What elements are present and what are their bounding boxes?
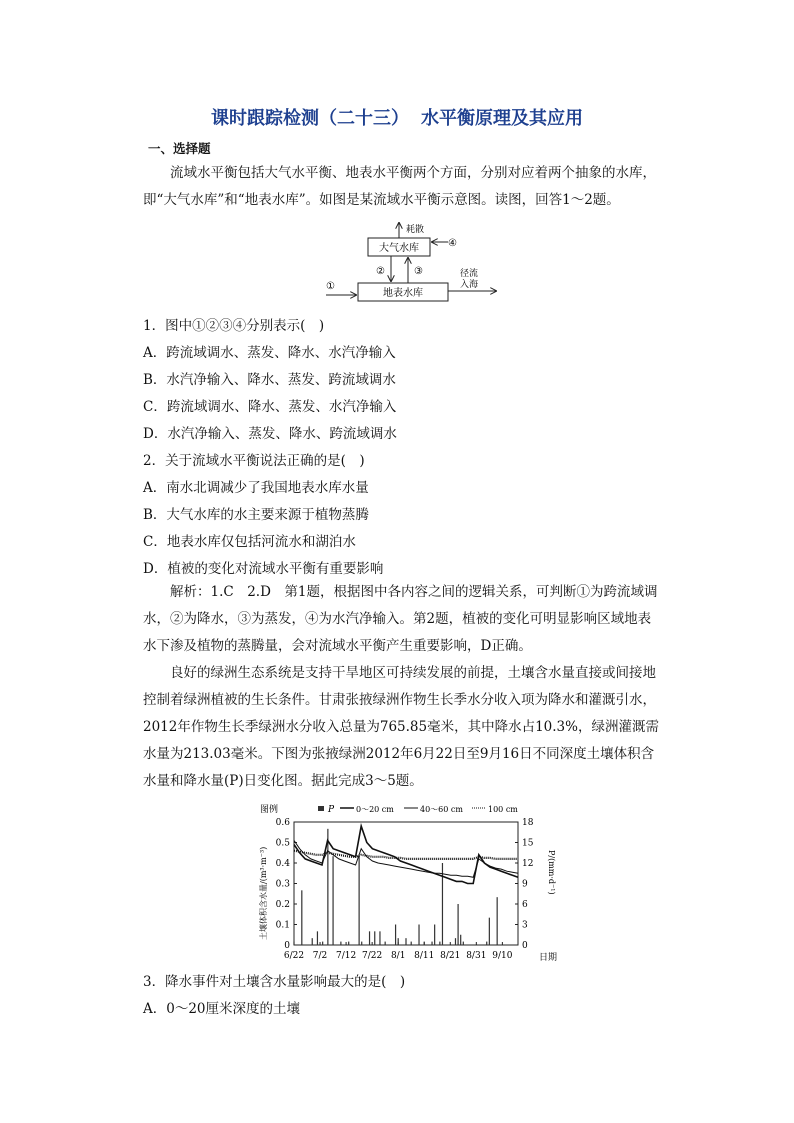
q1-option-a: A．跨流域调水、蒸发、降水、水汽净输入 [143,345,396,361]
right-tick-label: 3 [522,920,528,931]
y-axis-label-right: P/(mm·d⁻¹) [547,850,556,895]
num-2: ② [376,266,385,277]
precip-bar [460,935,461,945]
x-tick-label: 8/1 [390,951,406,961]
q2-stem: 2．关于流域水平衡说法正确的是( ) [143,453,365,469]
q1-option-b: B．水汽净输入、降水、蒸发、跨流域调水 [143,372,396,388]
precip-bar [442,863,443,945]
q3-option-a: A．0～20厘米深度的土壤 [143,1001,301,1017]
precip-bar [457,904,458,945]
left-tick-label: 0.5 [275,838,290,849]
left-tick-label: 0.3 [275,879,290,890]
precip-bar [361,942,362,945]
x-tick-label: 9/10 [492,951,513,961]
precip-bar [439,942,440,945]
right-tick-label: 18 [522,818,534,828]
precip-bar [385,942,386,945]
legend-swatch-p [318,806,324,811]
legend-title: 图例 [260,805,279,815]
right-tick-label: 9 [522,879,528,890]
precip-bar [398,938,399,945]
q2-option-c: C．地表水库仅包括河流水和湖泊水 [143,534,356,550]
num-3: ③ [414,266,423,277]
precip-bar [301,890,302,945]
precip-bar [424,942,425,945]
label-runoff-2: 入海 [460,280,479,290]
x-tick-label: 8/21 [440,951,461,961]
q1-option-c: C．跨流域调水、降水、蒸发、水汽净输入 [143,399,397,415]
right-tick-label: 15 [522,838,534,849]
x-tick-label: 8/11 [414,951,435,961]
precip-bar [489,918,490,945]
precip-bar [317,931,318,945]
precip-bar [455,938,456,945]
left-tick-label: 0.4 [275,859,290,869]
left-tick-label: 0.1 [275,920,290,931]
x-tick-label: 7/2 [312,951,328,961]
precip-bar [418,925,419,946]
x-tick-label: 7/12 [335,951,357,961]
label-atmosphere: 大气水库 [379,243,419,254]
num-4: ④ [448,238,457,249]
x-axis-label: 日期 [539,953,558,963]
precip-bar [497,897,498,945]
label-dissipation: 耗散 [406,225,425,235]
x-tick-label: 8/31 [466,951,487,961]
label-runoff-1: 径流 [460,269,479,279]
right-tick-label: 12 [522,859,534,869]
q2-option-a: A．南水北调减少了我国地表水库水量 [143,480,369,496]
water-balance-diagram [320,220,500,306]
legend-label-100: 100 cm [488,805,518,814]
precip-bar [405,938,406,945]
analysis-paragraph: 解析：1.C 2.D 第1题，根据图中各内容之间的逻辑关系，可判断①为跨流域调水，②为降水，③为蒸发，④为水汽净输入。第2题，植被的变化可明显影响区域地表水下渗及植物的蒸腾量，会对流域水平衡产生重要影响，D正确。 [143,584,658,654]
legend-label-40-60: 40～60 cm [420,805,463,814]
section-heading: 一、选择题 [148,141,211,156]
legend-label-0-20: 0～20 cm [356,805,394,814]
x-tick-label: 6/22 [283,951,305,961]
title-sub: 水平衡原理及其应用 [421,108,583,129]
title-main: 课时跟踪检测（二十三） [211,108,409,129]
precip-bar [348,942,349,945]
precip-bar [486,942,487,945]
precip-bar [431,942,432,945]
precip-bar [312,938,313,945]
plot-area [276,818,534,961]
q3-stem: 3．降水事件对土壤含水量影响最大的是( ) [143,974,406,990]
y-axis-label-left: 土壤体积含水量/(m³·m⁻³) [259,846,268,940]
precip-bar [322,942,323,945]
precip-bar [332,856,333,945]
precip-bar [411,942,412,945]
precip-bar [395,925,396,946]
precip-bar [340,942,341,945]
chart-legend [260,803,518,815]
precip-bar [359,856,360,945]
precip-bar [463,942,464,945]
precip-bar [293,942,294,945]
legend-label-p: P [328,805,335,815]
num-1: ① [326,281,335,292]
precip-bar [369,931,370,945]
right-tick-label: 0 [522,941,528,951]
page-title [0,104,794,130]
q1-option-d: D．水汽净输入、蒸发、降水、跨流域调水 [143,426,397,442]
intro-paragraph-1: 流域水平衡包括大气水平衡、地表水平衡两个方面，分别对应着两个抽象的水库，即“大气水库”和“地表水库”。如图是某流域水平衡示意图。读图，回答1～2题。 [143,165,656,208]
precip-bar [327,829,328,945]
precip-bar [379,931,380,945]
intro-paragraph-2: 良好的绿洲生态系统是支持干旱地区可持续发展的前提，土壤含水量直接或间接地控制着绿洲植被的生长条件。甘肃张掖绿洲作物生长季水分收入项为降水和灌溉引水，2012年作物生长季绿洲水分收入总量为765.85毫米，其中降水占10.3%，绿洲灌溉需水量为213.03毫米。下图为张掖绿洲2012年6月22日至9月16日不同深度土壤体积含水量和降水量(P)日变化图。据此完成3～5题。 [143,665,659,789]
left-tick-label: 0.2 [275,900,290,910]
x-tick-label: 7/22 [362,951,383,961]
label-surface: 地表水库 [383,288,423,299]
q2-option-b: B．大气水库的水主要来源于植物蒸腾 [143,507,369,523]
precip-bar [374,931,375,945]
left-tick-label: 0.6 [275,818,290,828]
left-tick-label: 0 [284,941,290,951]
q1-stem: 1．图中①②③④分别表示( ) [143,318,325,334]
q2-option-d: D．植被的变化对流域水平衡有重要影响 [143,561,384,577]
right-tick-label: 6 [522,900,528,910]
soil-moisture-chart [258,800,558,965]
precip-bar [434,925,435,946]
